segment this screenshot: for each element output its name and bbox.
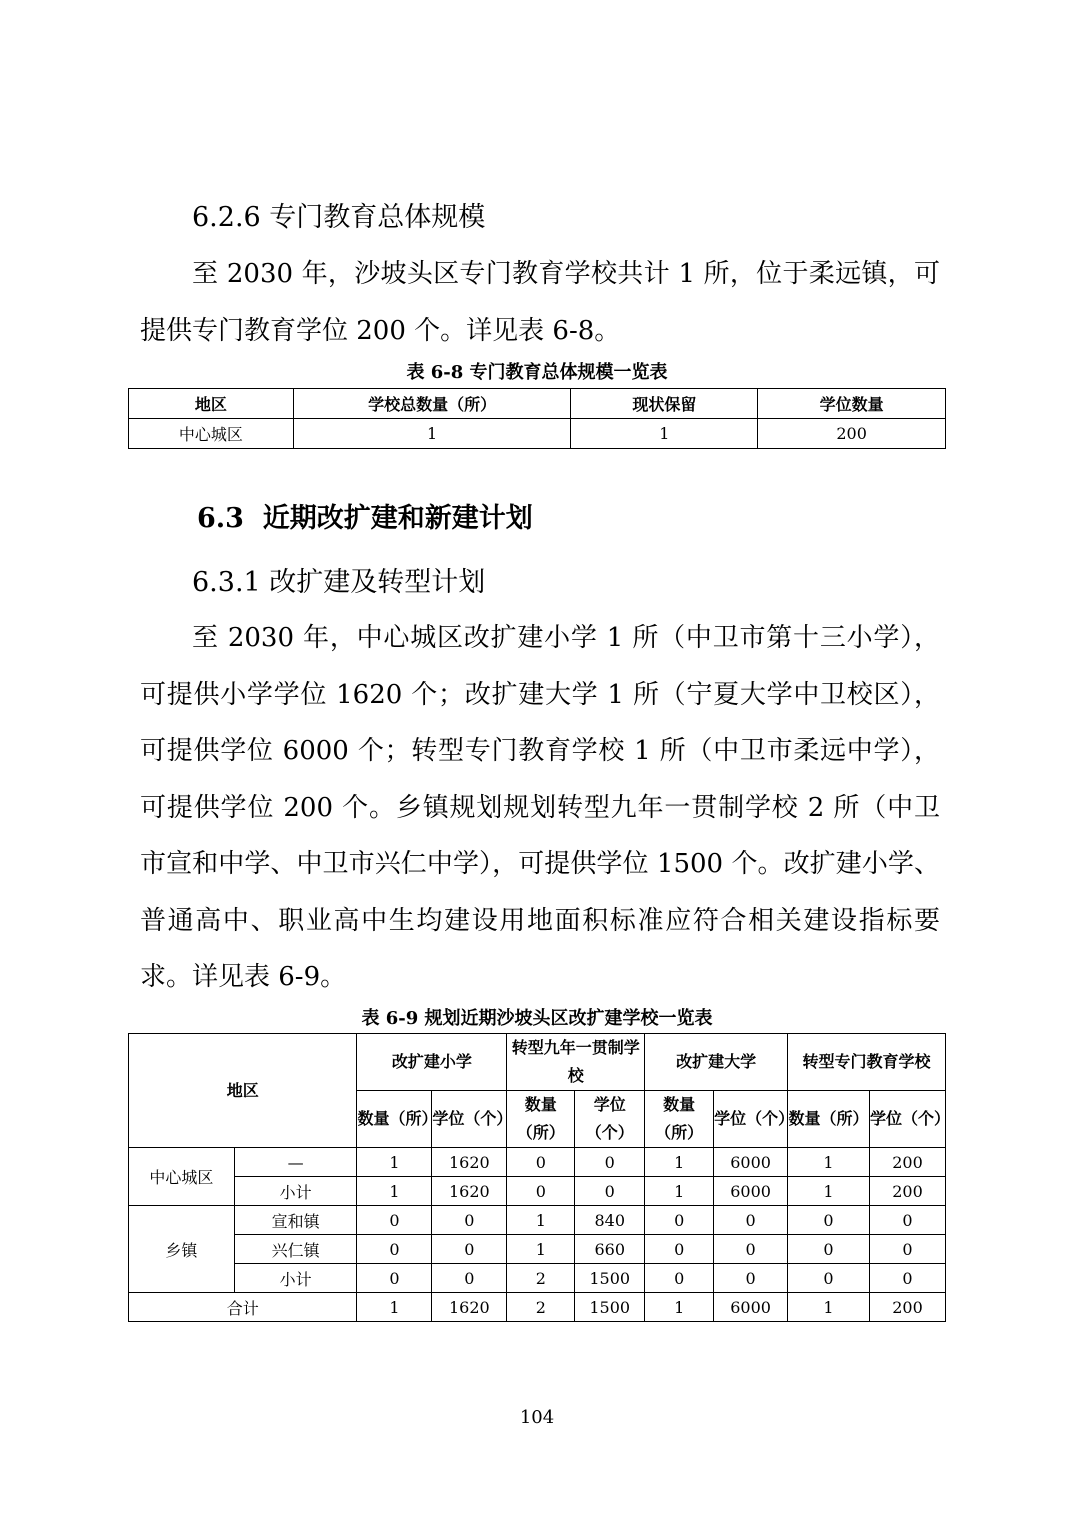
header-cell: 学校总数量（所） — [293, 389, 571, 419]
subheader-cell: 学位（个） — [432, 1091, 507, 1148]
section-number: 6.3 — [197, 503, 244, 534]
subheader-cell: 数量（所） — [507, 1091, 575, 1148]
table-cell: 0 — [432, 1206, 507, 1235]
header-cell: 现状保留 — [571, 389, 758, 419]
table-header-row — [129, 1034, 946, 1091]
table-6-9 — [128, 1033, 950, 1322]
table-cell: 2 — [507, 1293, 575, 1322]
header-cell-group: 改扩建小学 — [357, 1034, 507, 1091]
table-cell: 1620 — [432, 1148, 507, 1177]
table-cell: 1 — [645, 1177, 714, 1206]
table-6-8 — [128, 388, 946, 449]
table-cell: 0 — [714, 1235, 788, 1264]
table-cell: 0 — [645, 1206, 714, 1235]
section-title: 近期改扩建和新建计划 — [262, 503, 533, 534]
row-label: — — [234, 1148, 357, 1177]
table-cell: 0 — [432, 1235, 507, 1264]
table-cell: 200 — [869, 1177, 945, 1206]
table-cell: 0 — [357, 1206, 432, 1235]
row-label: 小计 — [234, 1264, 357, 1293]
table-cell: 0 — [714, 1206, 788, 1235]
table-cell: 1 — [293, 419, 571, 449]
section-number: 6.2.6 — [192, 202, 261, 233]
table-header-row — [129, 389, 946, 419]
subheader-cell: 学位（个） — [869, 1091, 945, 1148]
row-label: 宣和镇 — [234, 1206, 357, 1235]
subheader-cell: 数量（所） — [645, 1091, 714, 1148]
section-heading-6-2-6 — [192, 201, 485, 235]
table-cell: 2 — [507, 1264, 575, 1293]
page-number: 104 — [519, 1407, 555, 1428]
header-cell: 学位数量 — [758, 389, 946, 419]
table-cell: 0 — [714, 1264, 788, 1293]
table-cell: 1500 — [575, 1293, 645, 1322]
table-total-row — [129, 1293, 946, 1322]
table-6-8-caption: 表 6-8 专门教育总体规模一览表 — [406, 362, 668, 383]
section-number: 6.3.1 — [192, 567, 261, 598]
table-cell: 660 — [575, 1235, 645, 1264]
table-cell: 0 — [788, 1264, 870, 1293]
table-cell: 1500 — [575, 1264, 645, 1293]
table-cell: 1 — [357, 1293, 432, 1322]
table-cell: 0 — [645, 1264, 714, 1293]
section-title: 专门教育总体规模 — [269, 202, 486, 233]
header-cell-group: 转型专门教育学校 — [788, 1034, 946, 1091]
section-heading-6-3-1 — [192, 566, 485, 600]
table-cell: 6000 — [714, 1177, 788, 1206]
table-cell: 0 — [507, 1177, 575, 1206]
table-row — [129, 1177, 946, 1206]
section-heading-6-3 — [197, 502, 533, 536]
subheader-cell: 数量（所） — [357, 1091, 432, 1148]
table-cell: 1 — [571, 419, 758, 449]
table-cell: 0 — [645, 1235, 714, 1264]
table-cell: 0 — [507, 1148, 575, 1177]
subheader-cell: 学位（个） — [714, 1091, 788, 1148]
table-cell: 1 — [357, 1177, 432, 1206]
row-label: 小计 — [234, 1177, 357, 1206]
header-cell-region: 地区 — [129, 1034, 357, 1148]
table-cell: 1 — [788, 1293, 870, 1322]
header-cell-group: 改扩建大学 — [645, 1034, 788, 1091]
table-cell: 0 — [357, 1264, 432, 1293]
region-cell: 中心城区 — [129, 1148, 235, 1206]
table-cell: 200 — [869, 1293, 945, 1322]
section-title: 改扩建及转型计划 — [269, 567, 486, 598]
table-cell: 0 — [869, 1264, 945, 1293]
row-label: 合计 — [129, 1293, 357, 1322]
table-cell: 0 — [788, 1235, 870, 1264]
paragraph-6-3-1: 至 2030 年，中心城区改扩建小学 1 所（中卫市第十三小学），可提供小学学位 1620 个；改扩建大学 1 所（宁夏大学中卫校区），可提供学位 6000 个；转型专门教育学校 1 所（中卫市柔远中学），可提供学位 200 个。乡镇规划规划转型九年一贯制学校 2 所（中卫市宣和中学、中卫市兴仁中学），可提供学位 1500 个。改扩建小学、普通高中、职业高中生均建设用地面积标准应符合相关建设指标要求。详见表 6-9。 — [140, 623, 940, 992]
table-cell: 1 — [357, 1148, 432, 1177]
table-cell: 1 — [645, 1148, 714, 1177]
row-label: 兴仁镇 — [234, 1235, 357, 1264]
table-cell: 6000 — [714, 1293, 788, 1322]
table-cell: 0 — [575, 1148, 645, 1177]
table-cell: 0 — [432, 1264, 507, 1293]
header-cell: 地区 — [129, 389, 294, 419]
table-cell: 840 — [575, 1206, 645, 1235]
table-cell: 0 — [869, 1235, 945, 1264]
table-cell: 1620 — [432, 1293, 507, 1322]
table-cell: 200 — [869, 1148, 945, 1177]
paragraph-6-2-6: 至 2030 年，沙坡头区专门教育学校共计 1 所，位于柔远镇，可提供专门教育学位 200 个。详见表 6-8。 — [140, 259, 940, 346]
subheader-cell: 数量（所） — [788, 1091, 870, 1148]
region-cell: 乡镇 — [129, 1206, 235, 1293]
table-cell: 1 — [507, 1206, 575, 1235]
table-cell: 1620 — [432, 1177, 507, 1206]
table-cell: 0 — [788, 1206, 870, 1235]
table-cell: 1 — [788, 1148, 870, 1177]
table-row — [129, 1148, 946, 1177]
table-row — [129, 1235, 946, 1264]
table-cell: 200 — [758, 419, 946, 449]
table-6-9-caption: 表 6-9 规划近期沙坡头区改扩建学校一览表 — [361, 1008, 713, 1029]
table-cell: 0 — [575, 1177, 645, 1206]
header-cell-group: 转型九年一贯制学校 — [507, 1034, 645, 1091]
subheader-cell: 学位（个） — [575, 1091, 645, 1148]
table-row — [129, 1264, 946, 1293]
table-cell: 1 — [788, 1177, 870, 1206]
table-row — [129, 419, 946, 449]
table-row — [129, 1206, 946, 1235]
table-cell: 0 — [869, 1206, 945, 1235]
table-cell: 6000 — [714, 1148, 788, 1177]
table-cell: 1 — [645, 1293, 714, 1322]
table-cell: 中心城区 — [129, 419, 294, 449]
table-cell: 0 — [357, 1235, 432, 1264]
table-cell: 1 — [507, 1235, 575, 1264]
